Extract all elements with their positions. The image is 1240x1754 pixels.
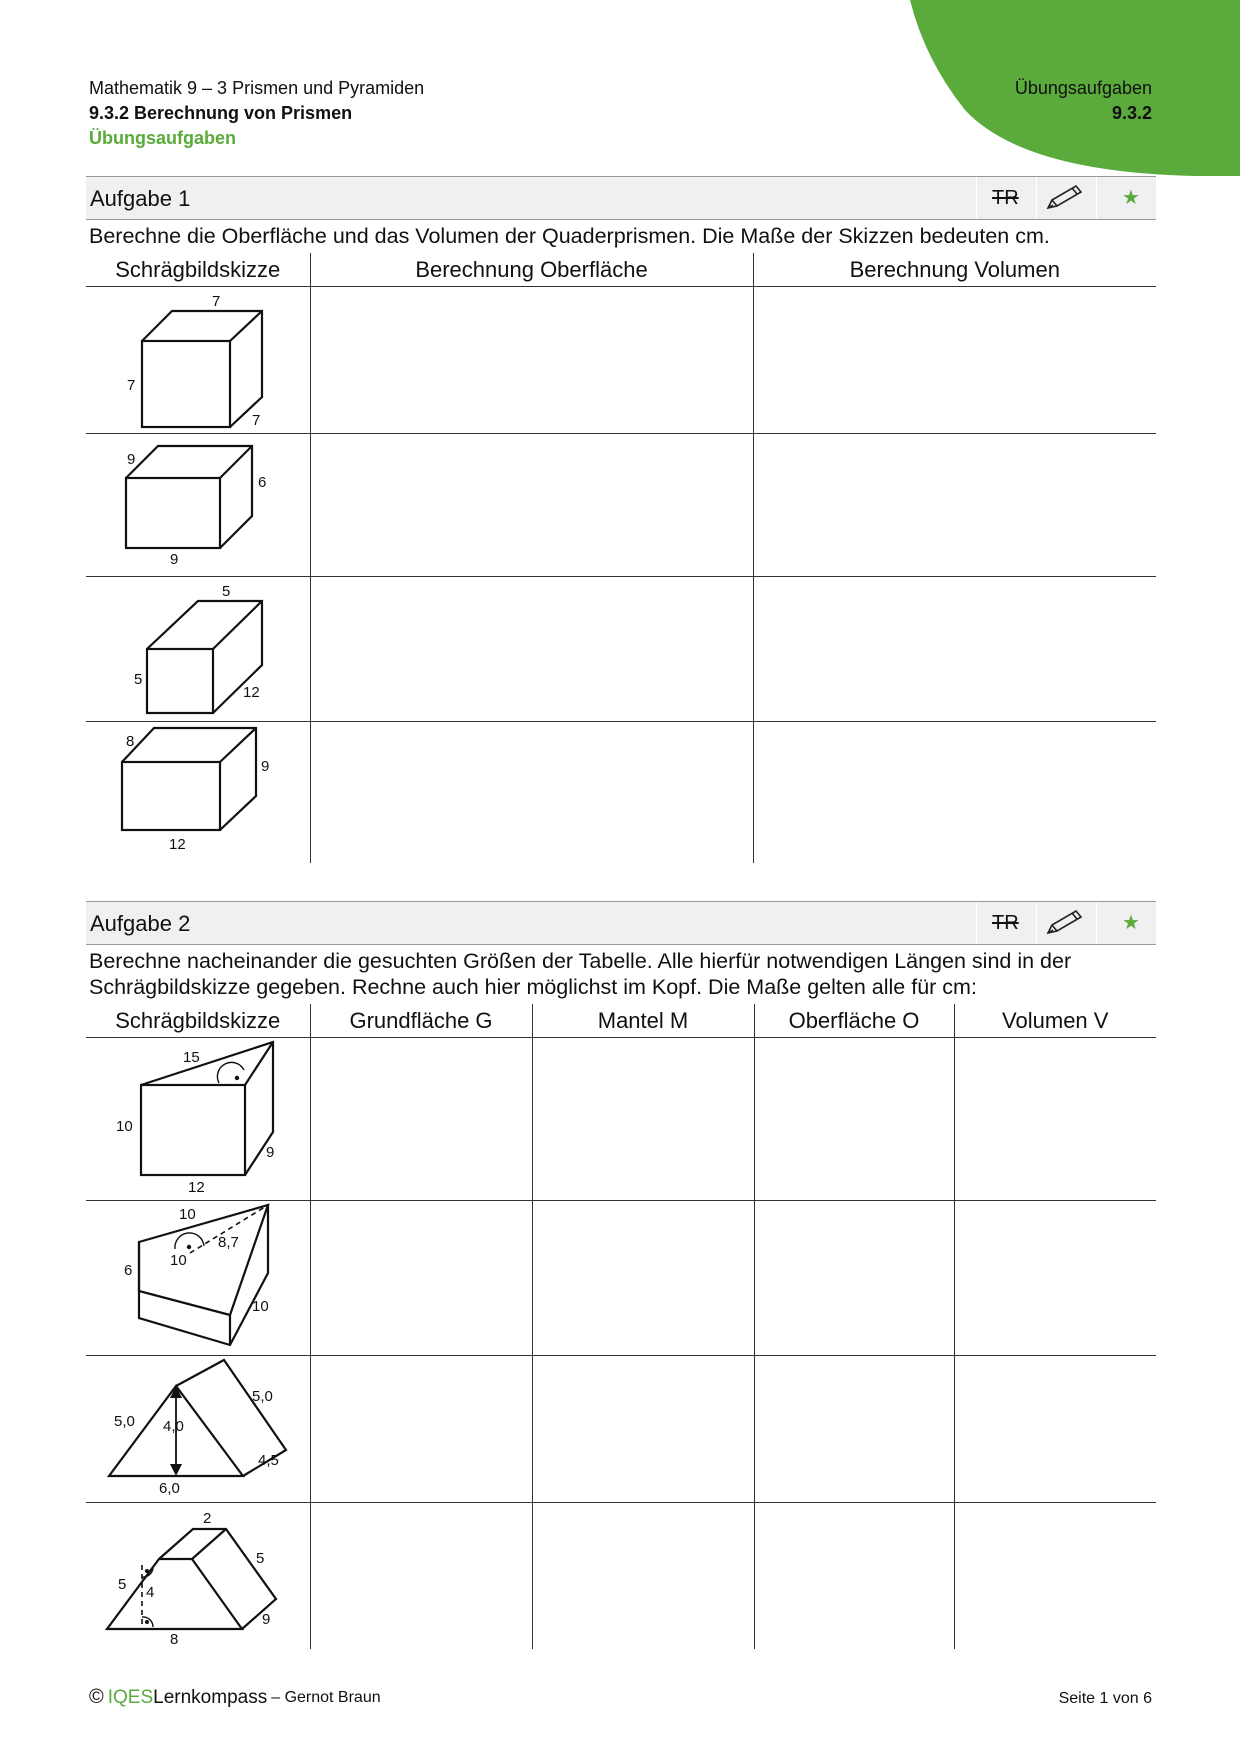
task2-row4-surface-cell[interactable] [754,1503,954,1650]
sk8-label-base: 8 [170,1631,179,1648]
task2-row3-surface-cell[interactable] [754,1356,954,1503]
sk8-label-right: 5 [256,1550,265,1567]
sk7-label-right: 5,0 [252,1388,273,1405]
task1-row4-surface-cell[interactable] [310,722,753,863]
trapezoid-prism-sketch-4 [86,1503,310,1649]
sk3-label-left: 5 [134,671,143,688]
difficulty-star-icon: ★ [1122,187,1140,209]
task1-row1-surface-cell[interactable] [310,287,753,434]
cuboid-sketch-2 [86,434,310,576]
header-right-category: Übungsaufgaben [1014,78,1152,98]
task1-col-surface: Berechnung Oberfläche [310,253,753,287]
page-header-right [1015,76,1152,126]
footer-author: – Gernot Braun [271,1688,381,1706]
header-subject: Mathematik 9 – 3 Prismen und Pyramiden [89,78,425,98]
task1-row3-volume-cell[interactable] [753,577,1156,722]
sk8-label-left: 5 [118,1576,127,1593]
task2-row4-volume-cell[interactable] [954,1503,1156,1650]
sk4-label-height: 9 [261,758,270,775]
sk8-label-height: 4 [146,1584,155,1601]
task2-row4-mantle-cell[interactable] [532,1503,754,1650]
brand-logo-lernkompass: Lernkompass [153,1686,268,1708]
task2-row1-base-cell[interactable] [310,1038,532,1201]
task1-row2-surface-cell[interactable] [310,434,753,577]
sk1-label-top: 7 [212,293,221,310]
task2-row2-surface-cell[interactable] [754,1201,954,1356]
sk6-label-height: 8,7 [218,1234,239,1251]
footer-left [89,1686,381,1709]
sk7-label-left: 5,0 [114,1413,135,1430]
task1-row3-surface-cell[interactable] [310,577,753,722]
sk2-label-height: 6 [258,474,267,491]
task2-col-mantle: Mantel M [532,1004,754,1038]
task2-instruction: Berechne nacheinander die gesuchten Größen der Tabelle. Alle hierfür notwendigen Längen sind in der Schrägbildskizze gegeben. Rechne auch hier möglichst im Kopf. Die Maße gelten alle für cm: [89,949,1072,999]
task2-col-base: Grundfläche G [310,1004,532,1038]
task2-col-sketch: Schrägbildskizze [86,1004,310,1038]
pencil-icon [1044,908,1084,936]
task2-row3-mantle-cell[interactable] [532,1356,754,1503]
sk5-label-bottom: 12 [188,1179,205,1196]
sk2-label-depth: 9 [127,451,136,468]
sk3-label-top: 5 [222,583,231,600]
task2-col-surface: Oberfläche O [754,1004,954,1038]
cuboid-sketch-4 [86,722,310,862]
task2-header [86,901,1156,945]
calculator-crossed-icon: TR [992,187,1019,209]
header-category: Übungsaufgaben [89,128,236,148]
cuboid-sketch-3 [86,577,310,721]
pencil-icon [1044,183,1084,211]
header-right-number: 9.3.2 [1111,103,1152,123]
task2-table [86,1004,1156,1649]
page-number: Seite 1 von 6 [1058,1690,1152,1707]
sk5-label-left: 10 [116,1118,133,1135]
task2-row1-surface-cell[interactable] [754,1038,954,1201]
sk8-label-top: 2 [203,1510,212,1527]
task2-title: Aufgabe 2 [90,911,191,936]
task1-row2-volume-cell[interactable] [753,434,1156,577]
cube-sketch-1 [86,287,310,433]
header-section: 9.3.2 Berechnung von Prismen [89,103,353,123]
task1-col-sketch: Schrägbildskizze [86,253,310,287]
task2-row1-volume-cell[interactable] [954,1038,1156,1201]
task2-row2-volume-cell[interactable] [954,1201,1156,1356]
sk6-label-base: 10 [170,1252,187,1269]
task1-row4-volume-cell[interactable] [753,722,1156,863]
sk7-label-depth: 4,5 [258,1452,279,1469]
sk1-label-depth: 7 [252,412,261,429]
task2-row3-volume-cell[interactable] [954,1356,1156,1503]
sk8-label-depth: 9 [262,1611,271,1628]
task1-title: Aufgabe 1 [90,186,191,211]
sk7-label-base: 6,0 [159,1480,180,1497]
page-header-left [89,76,424,151]
task2-row2-base-cell[interactable] [310,1201,532,1356]
triangle-prism-sketch-1 [86,1038,310,1200]
copyright-icon: © [89,1686,104,1708]
sk4-label-width: 12 [169,836,186,853]
task2-row3-base-cell[interactable] [310,1356,532,1503]
task1-header [86,176,1156,220]
sk5-label-depth: 9 [266,1144,275,1161]
sk6-label-left: 6 [124,1262,133,1279]
triangle-prism-sketch-2 [86,1201,310,1355]
task1-table [86,253,1156,863]
task2-row1-mantle-cell[interactable] [532,1038,754,1201]
sk2-label-width: 9 [170,551,179,568]
task2-col-volume: Volumen V [954,1004,1156,1038]
task1-col-volume: Berechnung Volumen [753,253,1156,287]
task1-instruction: Berechne die Oberfläche und das Volumen der Quaderprismen. Die Maße der Skizzen bedeuten cm. [89,224,1050,248]
sk3-label-depth: 12 [243,684,260,701]
sk6-label-top: 10 [179,1206,196,1223]
sk7-label-height: 4,0 [163,1418,184,1435]
sk5-label-top: 15 [183,1049,200,1066]
brand-logo-iqes: IQES [107,1686,154,1708]
task1-row1-volume-cell[interactable] [753,287,1156,434]
difficulty-star-icon: ★ [1122,912,1140,934]
task2-row2-mantle-cell[interactable] [532,1201,754,1356]
calculator-crossed-icon: TR [992,912,1019,934]
task2-row4-base-cell[interactable] [310,1503,532,1650]
sk4-label-depth: 8 [126,733,135,750]
sk6-label-depth: 10 [252,1298,269,1315]
triangle-prism-sketch-3 [86,1356,310,1502]
sk1-label-left: 7 [127,377,136,394]
